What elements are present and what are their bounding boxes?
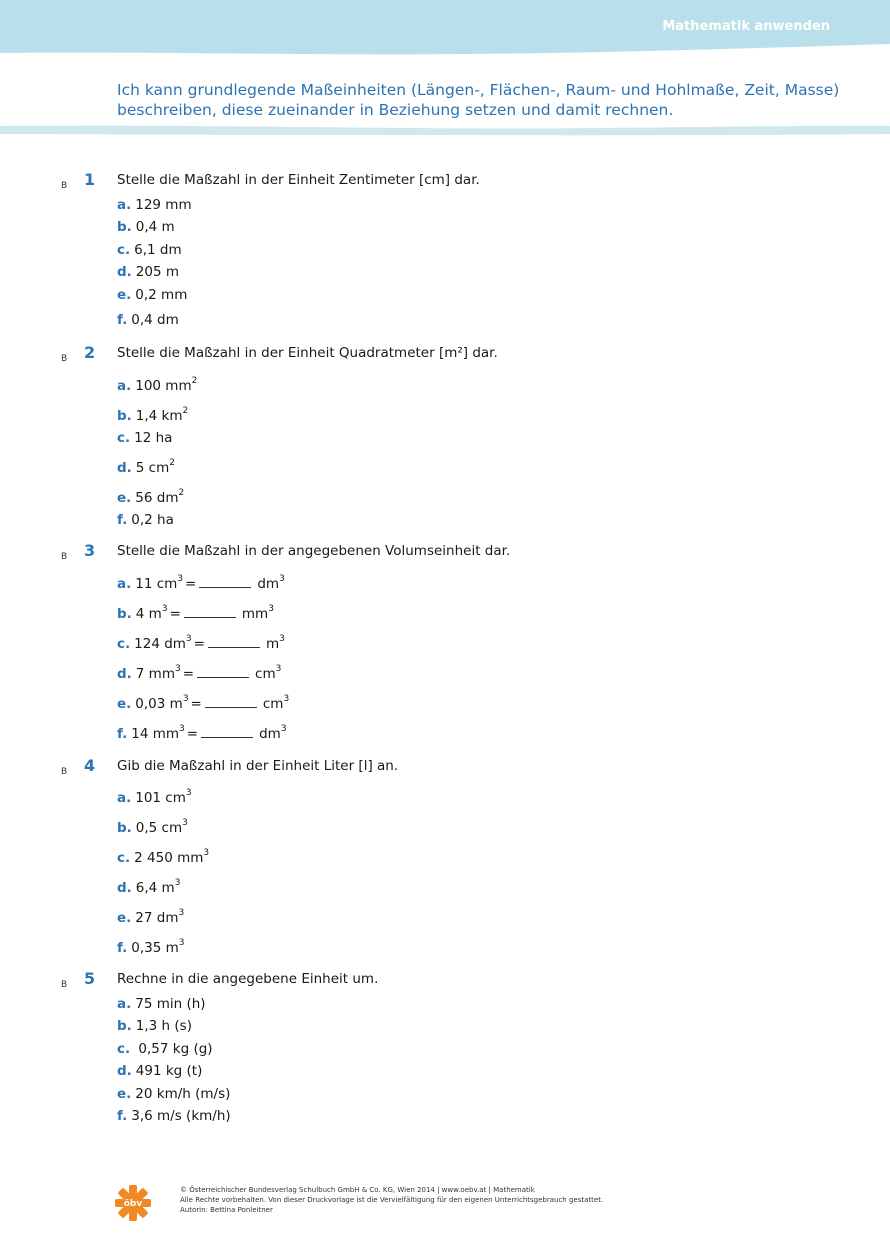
item-exponent: 2 [169,458,175,468]
item-letter: c. [117,242,131,258]
answer-blank[interactable] [197,666,249,678]
task-title: Stelle die Maßzahl in der Einheit Zentimeter [cm] dar. [117,172,480,188]
item-letter: e. [117,910,132,926]
task-item [117,818,188,836]
item-exponent: 3 [179,724,185,734]
item-letter: f. [117,1108,128,1124]
item-equals: = [169,606,181,622]
footer-copyright: © Österreichischer Bundesverlag Schulbuch GmbH & Co. KG, Wien 2014 | www.oebv.at | Mathematik [180,1186,535,1194]
item-letter: a. [117,197,132,213]
footer-text [180,1185,603,1215]
item-equals: = [190,696,202,712]
item-value: 491 kg (t) [135,1063,203,1079]
item-letter: a. [117,996,132,1012]
task-item [117,1041,213,1057]
task-level-label: B [61,552,68,562]
answer-blank[interactable] [205,696,257,708]
item-exponent: 2 [182,406,189,416]
task-number: 2 [84,343,96,362]
task-title: Stelle die Maßzahl in der Einheit Quadratmeter [m²] dar. [117,345,498,361]
item-target-exponent: 3 [268,604,274,614]
item-exponent: 2 [178,488,185,498]
item-value: 0,5 cm [135,820,183,836]
item-letter: a. [117,576,132,592]
item-exponent: 3 [178,908,185,918]
task-item [117,1063,202,1079]
task-item [117,694,289,712]
task-item [117,197,192,213]
task-item [117,724,287,742]
task-number: 3 [84,541,96,560]
task-item [117,406,188,424]
logo-text: öbv [123,1199,143,1209]
item-letter: b. [117,219,132,235]
item-value: 7 mm [135,666,175,682]
item-value: 0,4 m [135,219,175,235]
answer-blank[interactable] [199,576,251,588]
footer-author: Autorin: Bettina Ponleitner [180,1206,273,1214]
item-value: 129 mm [135,197,192,213]
item-target-exponent: 3 [275,664,282,674]
task-number: 5 [84,969,96,988]
task-item [117,219,175,235]
item-exponent: 3 [177,574,184,584]
item-value: 14 mm [131,726,180,742]
item-value: 0,35 m [131,940,179,956]
item-letter: e. [117,490,132,506]
item-equals: = [185,576,197,592]
item-value: 6,1 dm [134,242,182,258]
task-item [117,634,285,652]
item-target-exponent: 3 [279,634,285,644]
item-exponent: 3 [161,604,168,614]
item-exponent: 3 [182,694,189,704]
item-letter: d. [117,1063,132,1079]
item-letter: b. [117,1018,132,1034]
item-value: 0,2 mm [135,287,188,303]
item-equals: = [182,666,195,682]
task-item [117,264,179,280]
item-target-exponent: 3 [279,574,285,584]
goal-band [0,122,890,140]
task-level-label: B [61,767,68,777]
item-value: 6,4 m [135,880,175,896]
task-item [117,488,184,506]
item-value: 2 450 mm [134,850,204,866]
item-value: 100 mm [135,378,192,394]
task-item [117,848,209,866]
item-value: 101 cm [135,790,186,806]
task-item [117,908,184,926]
task-item [117,604,274,622]
item-target-unit: dm [257,576,280,592]
item-exponent: 3 [185,634,192,644]
item-letter: f. [117,726,128,742]
task-item [117,312,179,328]
item-target-unit: cm [262,696,284,712]
task-item [117,287,187,303]
task-item [117,1018,192,1034]
item-target-unit: dm [259,726,281,742]
task-level-label: B [61,354,68,364]
item-value: 3,6 m/s (km/h) [131,1108,231,1124]
item-equals: = [186,726,199,742]
item-exponent: 3 [174,664,181,674]
item-exponent: 3 [182,818,188,828]
item-letter: c. [117,850,131,866]
item-target-unit: mm [241,606,269,622]
item-value: 56 dm [135,490,179,506]
task-title: Rechne in die angegebene Einheit um. [117,971,379,987]
item-letter: e. [117,696,132,712]
answer-blank[interactable] [208,636,260,648]
item-exponent: 2 [191,376,198,386]
footer-rights: Alle Rechte vorbehalten. Von dieser Druckvorlage ist die Vervielfältigung für den eigenen Unterrichtsgebrauch gestattet. [180,1196,604,1204]
header-title: Mathematik anwenden [662,19,830,34]
item-value: 12 ha [134,430,173,446]
item-value: 205 m [135,264,180,280]
item-letter: f. [117,512,128,528]
item-letter: b. [117,408,132,424]
item-letter: b. [117,820,132,836]
task-item [117,1108,231,1124]
task-item [117,512,174,528]
answer-blank[interactable] [184,606,236,618]
item-exponent: 3 [185,788,192,798]
item-value: 0,57 kg (g) [134,1041,213,1057]
item-target-exponent: 3 [280,724,287,734]
task-item [117,878,180,896]
item-equals: = [193,636,205,652]
item-letter: e. [117,287,132,303]
item-value: 0,2 ha [131,512,174,528]
item-exponent: 3 [174,878,181,888]
item-letter: c. [117,1041,131,1057]
task-item [117,242,182,258]
learning-goal: Ich kann grundlegende Maßeinheiten (Längen-, Flächen-, Raum- und Hohlmaße, Zeit, Masse) beschreiben, diese zueinander in Beziehung setzen und damit rechnen. [117,81,840,119]
item-value: 1,3 h (s) [135,1018,192,1034]
item-exponent: 3 [178,938,185,948]
task-item [117,574,285,592]
task-item [117,376,197,394]
oebv-logo-icon [113,1183,153,1223]
item-value: 20 km/h (m/s) [135,1086,231,1102]
item-value: 75 min (h) [135,996,206,1012]
item-value: 0,4 dm [131,312,179,328]
task-item [117,938,185,956]
item-letter: d. [117,666,132,682]
item-letter: c. [117,430,131,446]
item-letter: e. [117,1086,132,1102]
item-value: 1,4 km [135,408,183,424]
item-letter: f. [117,940,128,956]
task-number: 1 [84,170,96,189]
item-letter: d. [117,460,132,476]
task-item [117,664,281,682]
item-value: 124 dm [134,636,186,652]
task-level-label: B [61,980,68,990]
task-item [117,458,175,476]
item-exponent: 3 [203,848,210,858]
item-letter: c. [117,636,131,652]
item-letter: d. [117,880,132,896]
task-item [117,996,206,1012]
item-letter: b. [117,606,132,622]
item-letter: f. [117,312,128,328]
item-target-unit: cm [255,666,276,682]
task-item [117,788,192,806]
task-item [117,430,172,446]
task-item [117,1086,230,1102]
item-letter: d. [117,264,132,280]
task-title: Gib die Maßzahl in der Einheit Liter [l] an. [117,758,399,774]
item-value: 11 cm [135,576,178,592]
item-target-unit: m [265,636,280,652]
item-letter: a. [117,378,132,394]
item-letter: a. [117,790,132,806]
item-target-exponent: 3 [283,694,290,704]
item-value: 5 cm [135,460,170,476]
task-number: 4 [84,756,96,775]
answer-blank[interactable] [201,726,253,738]
item-value: 4 m [135,606,162,622]
item-value: 0,03 m [135,696,183,712]
task-level-label: B [61,181,68,191]
item-value: 27 dm [135,910,179,926]
task-title: Stelle die Maßzahl in der angegebenen Volumseinheit dar. [117,543,511,559]
